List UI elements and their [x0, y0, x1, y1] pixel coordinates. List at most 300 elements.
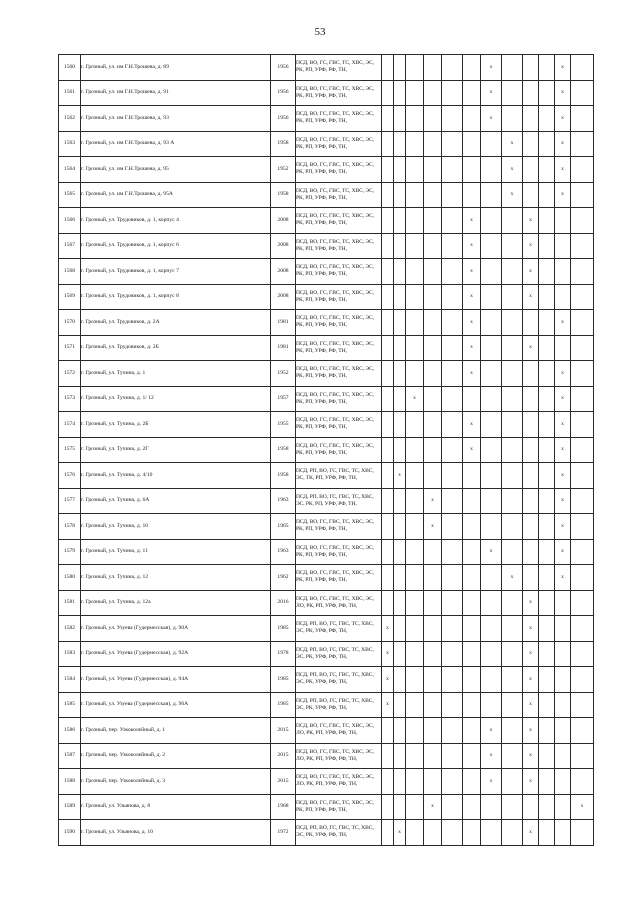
address-cell: г. Грозный, ул. Ульянова, д. 10 [81, 820, 271, 846]
mark-cell [539, 565, 555, 591]
services-cell: ПСД, РП, ВО, ГС, ГВС, ТС, ХВС, ЭС, ТК, РП, УРФ, РФ, ТН, [296, 463, 382, 489]
services-cell: ПСД, РП, ВО, ГС, ГВС, ТС, ХВС, ЭС, РК, УРФ, РФ, ТН, [296, 692, 382, 718]
mark-cell [539, 488, 555, 514]
mark-cell [406, 335, 424, 361]
mark-cell [442, 437, 463, 463]
address-cell: г. Грозный, пер. Узкоколейный, д. 3 [81, 769, 271, 795]
mark-cell-checked: x [555, 514, 571, 540]
mark-cell-checked: x [555, 565, 571, 591]
mark-cell [539, 386, 555, 412]
mark-cell-checked: x [555, 386, 571, 412]
table-row [59, 667, 594, 693]
table-row [59, 565, 594, 591]
mark-cell-checked: x [481, 55, 502, 81]
mark-cell [481, 437, 502, 463]
row-number: 1579 [59, 539, 81, 565]
table-row [59, 335, 594, 361]
mark-cell [406, 488, 424, 514]
mark-cell-checked: x [555, 310, 571, 336]
mark-cell [382, 539, 394, 565]
address-cell: г. Грозный, ул. Узуева (Гудермесская), д. 96А [81, 692, 271, 718]
mark-cell [463, 692, 481, 718]
mark-cell [406, 157, 424, 183]
services-cell: ПСД, РП, ВО, ГС, ГВС, ТС, ХВС, ЭС, РК, РП, УРФ, РФ, ТН, [296, 488, 382, 514]
mark-cell [481, 641, 502, 667]
mark-cell [406, 820, 424, 846]
mark-cell [502, 794, 523, 820]
mark-cell [502, 743, 523, 769]
services-cell: ПСД, ВО, ГС, ГВС, ТС, ХВС, ЭС, РК, РП, УРФ, РФ, ТН, [296, 335, 382, 361]
services-cell: ПСД, ВО, ГС, ГВС, ТС, ХВС, ЭС, РК, РП, УРФ, РФ, ТН, [296, 514, 382, 540]
mark-cell [539, 769, 555, 795]
mark-cell-checked: x [555, 182, 571, 208]
mark-cell [571, 514, 594, 540]
mark-cell [382, 463, 394, 489]
mark-cell [442, 463, 463, 489]
mark-cell [424, 463, 442, 489]
services-cell: ПСД, ВО, ГС, ГВС, ТС, ХВС, ЭС, РК, РП, УРФ, РФ, ТН, [296, 208, 382, 234]
mark-cell [394, 361, 406, 387]
address-cell: г. Грозный, ул. им Г.Н.Трошева, д. 95А [81, 182, 271, 208]
mark-cell-checked: x [481, 718, 502, 744]
mark-cell [424, 667, 442, 693]
mark-cell-checked: x [463, 208, 481, 234]
mark-cell [523, 539, 539, 565]
services-cell: ПСД, РП, ВО, ГС, ГВС, ТС, ХВС, ЭС, РК, УРФ, РФ, ТН, [296, 616, 382, 642]
address-cell: г. Грозный, ул. Трудовиков, д. 1, корпус 6 [81, 233, 271, 259]
mark-cell-checked: x [555, 539, 571, 565]
mark-cell [463, 539, 481, 565]
mark-cell [442, 590, 463, 616]
mark-cell [555, 233, 571, 259]
mark-cell [442, 616, 463, 642]
mark-cell [463, 463, 481, 489]
mark-cell-checked: x [555, 80, 571, 106]
table-row [59, 157, 594, 183]
table-row [59, 820, 594, 846]
table-row [59, 284, 594, 310]
mark-cell [382, 106, 394, 132]
mark-cell [424, 769, 442, 795]
mark-cell [424, 412, 442, 438]
mark-cell [394, 488, 406, 514]
mark-cell [555, 616, 571, 642]
mark-cell [571, 182, 594, 208]
services-cell: ПСД, ВО, ГС, ГВС, ТС, ХВС, ЭС, РК, РП, УРФ, РФ, ТН, [296, 55, 382, 81]
row-number: 1570 [59, 310, 81, 336]
mark-cell [571, 463, 594, 489]
mark-cell-checked: x [463, 284, 481, 310]
year-cell: 1956 [271, 80, 296, 106]
mark-cell [571, 743, 594, 769]
mark-cell [571, 667, 594, 693]
mark-cell [406, 259, 424, 285]
table-row [59, 641, 594, 667]
services-cell: ПСД, ВО, ГС, ГВС, ТС, ХВС, ЭС, РК, РП, УРФ, РФ, ТН, [296, 131, 382, 157]
mark-cell [406, 284, 424, 310]
mark-cell [571, 565, 594, 591]
mark-cell [394, 437, 406, 463]
address-cell: г. Грозный, ул. Трудовиков, д. 2А [81, 310, 271, 336]
mark-cell [463, 769, 481, 795]
mark-cell [382, 284, 394, 310]
mark-cell [424, 386, 442, 412]
mark-cell-checked: x [463, 310, 481, 336]
services-cell: ПСД, ВО, ГС, ГВС, ТС, ХВС, ЭС, РК, РП, УРФ, РФ, ТН, [296, 539, 382, 565]
mark-cell [502, 514, 523, 540]
mark-cell [382, 310, 394, 336]
mark-cell [382, 488, 394, 514]
mark-cell [523, 514, 539, 540]
mark-cell [382, 590, 394, 616]
mark-cell [502, 310, 523, 336]
services-cell: ПСД, ВО, ГС, ГВС, ТС, ХВС, ЭС, РК, РП, УРФ, РФ, ТН, [296, 157, 382, 183]
address-cell: г. Грозный, пер. Узкоколейный, д. 2 [81, 743, 271, 769]
mark-cell [406, 667, 424, 693]
mark-cell [463, 182, 481, 208]
mark-cell [502, 335, 523, 361]
year-cell: 1985 [271, 616, 296, 642]
mark-cell [442, 769, 463, 795]
mark-cell [481, 616, 502, 642]
mark-cell [442, 667, 463, 693]
mark-cell [442, 565, 463, 591]
year-cell: 1958 [271, 131, 296, 157]
mark-cell [463, 820, 481, 846]
mark-cell [406, 361, 424, 387]
mark-cell-checked: x [502, 131, 523, 157]
services-cell: ПСД, ВО, ГС, ГВС, ТС, ХВС, ЭС, РК, РП, УРФ, РФ, ТН, [296, 310, 382, 336]
mark-cell-checked: x [394, 463, 406, 489]
address-cell: г. Грозный, ул. Тучина, д. 11 [81, 539, 271, 565]
mark-cell [463, 386, 481, 412]
mark-cell [481, 386, 502, 412]
address-cell: г. Грозный, ул. Тучина, д. 1/ 12 [81, 386, 271, 412]
mark-cell [502, 718, 523, 744]
mark-cell [394, 514, 406, 540]
mark-cell [382, 55, 394, 81]
mark-cell [571, 820, 594, 846]
mark-cell [523, 131, 539, 157]
mark-cell [382, 514, 394, 540]
mark-cell [481, 208, 502, 234]
mark-cell-checked: x [523, 208, 539, 234]
table-row [59, 412, 594, 438]
mark-cell [481, 488, 502, 514]
table-row [59, 743, 594, 769]
mark-cell [406, 616, 424, 642]
mark-cell-checked: x [382, 616, 394, 642]
mark-cell [481, 794, 502, 820]
mark-cell-checked: x [555, 488, 571, 514]
address-cell: г. Грозный, ул. им Г.Н.Трошева, д. 93 А [81, 131, 271, 157]
mark-cell [523, 565, 539, 591]
mark-cell [442, 284, 463, 310]
table-row [59, 208, 594, 234]
mark-cell [394, 55, 406, 81]
mark-cell [394, 641, 406, 667]
year-cell: 2016 [271, 590, 296, 616]
mark-cell-checked: x [555, 106, 571, 132]
year-cell: 1972 [271, 820, 296, 846]
mark-cell [424, 361, 442, 387]
mark-cell [539, 539, 555, 565]
mark-cell [406, 769, 424, 795]
mark-cell [424, 616, 442, 642]
mark-cell [539, 437, 555, 463]
year-cell: 1955 [271, 412, 296, 438]
mark-cell [463, 488, 481, 514]
mark-cell [442, 743, 463, 769]
mark-cell [555, 820, 571, 846]
row-number: 1576 [59, 463, 81, 489]
mark-cell [571, 590, 594, 616]
row-number: 1589 [59, 794, 81, 820]
mark-cell [539, 284, 555, 310]
mark-cell [424, 106, 442, 132]
services-cell: ПСД, ВО, ГС, ГВС, ТС, ХВС, ЭС, ЛО, РК, РП, УРФ, РФ, ТН, [296, 590, 382, 616]
table-row [59, 794, 594, 820]
mark-cell [571, 233, 594, 259]
mark-cell [406, 641, 424, 667]
mark-cell [463, 590, 481, 616]
mark-cell [502, 259, 523, 285]
address-cell: г. Грозный, ул. Трудовиков, д. 1, корпус 8 [81, 284, 271, 310]
year-cell: 2008 [271, 284, 296, 310]
mark-cell [539, 361, 555, 387]
mark-cell [571, 437, 594, 463]
address-cell: г. Грозный, ул. Узуева (Гудермесская), д. 92А [81, 641, 271, 667]
mark-cell [571, 718, 594, 744]
address-cell: г. Грозный, ул. Узуева (Гудермесская), д. 90А [81, 616, 271, 642]
mark-cell-checked: x [463, 437, 481, 463]
table-row [59, 769, 594, 795]
mark-cell-checked: x [406, 386, 424, 412]
services-cell: ПСД, РП, ВО, ГС, ГВС, ТС, ХВС, ЭС, РК, УРФ, РФ, ТН, [296, 820, 382, 846]
mark-cell [539, 310, 555, 336]
mark-cell [406, 718, 424, 744]
mark-cell [481, 412, 502, 438]
year-cell: 1981 [271, 310, 296, 336]
address-cell: г. Грозный, ул. Тучина, д. 12 [81, 565, 271, 591]
mark-cell [502, 488, 523, 514]
mark-cell-checked: x [523, 284, 539, 310]
year-cell: 1985 [271, 692, 296, 718]
mark-cell-checked: x [382, 667, 394, 693]
mark-cell [382, 718, 394, 744]
mark-cell [539, 743, 555, 769]
mark-cell-checked: x [424, 794, 442, 820]
year-cell: 1958 [271, 182, 296, 208]
mark-cell [394, 718, 406, 744]
row-number: 1573 [59, 386, 81, 412]
row-number: 1565 [59, 182, 81, 208]
table-row [59, 106, 594, 132]
mark-cell [406, 743, 424, 769]
mark-cell [442, 80, 463, 106]
services-cell: ПСД, ВО, ГС, ГВС, ТС, ХВС, ЭС, ЛО, РК, РП, УРФ, РФ, ТН, [296, 769, 382, 795]
mark-cell [406, 55, 424, 81]
mark-cell [571, 335, 594, 361]
mark-cell [539, 80, 555, 106]
mark-cell [523, 488, 539, 514]
row-number: 1587 [59, 743, 81, 769]
services-cell: ПСД, ВО, ГС, ГВС, ТС, ХВС, ЭС, ЛО, РК, РП, УРФ, РФ, ТН, [296, 718, 382, 744]
mark-cell-checked: x [555, 55, 571, 81]
mark-cell-checked: x [502, 157, 523, 183]
mark-cell [539, 157, 555, 183]
mark-cell [463, 616, 481, 642]
year-cell: 1962 [271, 565, 296, 591]
year-cell: 2015 [271, 743, 296, 769]
mark-cell [424, 259, 442, 285]
table-row [59, 259, 594, 285]
mark-cell [571, 259, 594, 285]
mark-cell-checked: x [463, 259, 481, 285]
mark-cell [442, 182, 463, 208]
mark-cell [463, 80, 481, 106]
mark-cell [463, 514, 481, 540]
housing-registry-table [58, 54, 594, 846]
row-number: 1572 [59, 361, 81, 387]
mark-cell-checked: x [523, 259, 539, 285]
mark-cell [394, 335, 406, 361]
table-row [59, 463, 594, 489]
mark-cell [539, 463, 555, 489]
row-number: 1574 [59, 412, 81, 438]
year-cell: 1952 [271, 361, 296, 387]
year-cell: 1958 [271, 463, 296, 489]
mark-cell [463, 106, 481, 132]
table-row [59, 692, 594, 718]
row-number: 1577 [59, 488, 81, 514]
mark-cell [382, 769, 394, 795]
mark-cell [539, 182, 555, 208]
row-number: 1560 [59, 55, 81, 81]
mark-cell [463, 565, 481, 591]
mark-cell [463, 743, 481, 769]
mark-cell [539, 820, 555, 846]
mark-cell [571, 616, 594, 642]
mark-cell [481, 182, 502, 208]
row-number: 1586 [59, 718, 81, 744]
mark-cell [539, 616, 555, 642]
mark-cell [502, 463, 523, 489]
mark-cell [463, 667, 481, 693]
year-cell: 1956 [271, 55, 296, 81]
mark-cell [571, 284, 594, 310]
mark-cell [406, 565, 424, 591]
address-cell: г. Грозный, ул. Трудовиков, д. 2Б [81, 335, 271, 361]
mark-cell [523, 80, 539, 106]
mark-cell [463, 718, 481, 744]
mark-cell [481, 310, 502, 336]
mark-cell [382, 80, 394, 106]
mark-cell [555, 284, 571, 310]
address-cell: г. Грозный, ул. Тучина, д. 2Г [81, 437, 271, 463]
mark-cell [442, 335, 463, 361]
mark-cell [442, 208, 463, 234]
mark-cell [442, 55, 463, 81]
table-row [59, 488, 594, 514]
mark-cell [502, 616, 523, 642]
mark-cell [442, 361, 463, 387]
mark-cell [442, 718, 463, 744]
mark-cell [442, 386, 463, 412]
mark-cell [463, 157, 481, 183]
mark-cell [502, 667, 523, 693]
mark-cell [406, 106, 424, 132]
mark-cell [394, 590, 406, 616]
address-cell: г. Грозный, ул. Тучина, д. 4/10 [81, 463, 271, 489]
mark-cell [424, 539, 442, 565]
row-number: 1588 [59, 769, 81, 795]
mark-cell-checked: x [523, 616, 539, 642]
mark-cell-checked: x [555, 412, 571, 438]
mark-cell-checked: x [571, 794, 594, 820]
mark-cell-checked: x [424, 514, 442, 540]
mark-cell [406, 131, 424, 157]
mark-cell [424, 641, 442, 667]
row-number: 1590 [59, 820, 81, 846]
mark-cell [382, 208, 394, 234]
row-number: 1566 [59, 208, 81, 234]
mark-cell [382, 335, 394, 361]
mark-cell [502, 106, 523, 132]
mark-cell [406, 514, 424, 540]
table-row [59, 718, 594, 744]
year-cell: 1981 [271, 335, 296, 361]
mark-cell [382, 565, 394, 591]
mark-cell [539, 131, 555, 157]
services-cell: ПСД, РП, ВО, ГС, ГВС, ТС, ХВС, ЭС, РК, УРФ, РФ, ТН, [296, 667, 382, 693]
mark-cell [523, 794, 539, 820]
mark-cell [382, 259, 394, 285]
mark-cell [394, 565, 406, 591]
mark-cell [406, 794, 424, 820]
mark-cell [424, 80, 442, 106]
mark-cell [555, 208, 571, 234]
mark-cell [442, 514, 463, 540]
page-number: 53 [314, 26, 326, 38]
mark-cell [394, 233, 406, 259]
mark-cell [424, 233, 442, 259]
mark-cell [571, 412, 594, 438]
mark-cell [539, 208, 555, 234]
mark-cell [424, 692, 442, 718]
mark-cell-checked: x [523, 590, 539, 616]
mark-cell [424, 157, 442, 183]
mark-cell [424, 718, 442, 744]
year-cell: 2015 [271, 769, 296, 795]
mark-cell [502, 769, 523, 795]
mark-cell [406, 590, 424, 616]
mark-cell [382, 182, 394, 208]
mark-cell [442, 259, 463, 285]
mark-cell [555, 743, 571, 769]
mark-cell [463, 641, 481, 667]
mark-cell [481, 233, 502, 259]
mark-cell [502, 590, 523, 616]
mark-cell [523, 310, 539, 336]
mark-cell [406, 463, 424, 489]
mark-cell [406, 182, 424, 208]
mark-cell [502, 386, 523, 412]
mark-cell [571, 769, 594, 795]
mark-cell [406, 692, 424, 718]
table-row [59, 514, 594, 540]
mark-cell [555, 641, 571, 667]
